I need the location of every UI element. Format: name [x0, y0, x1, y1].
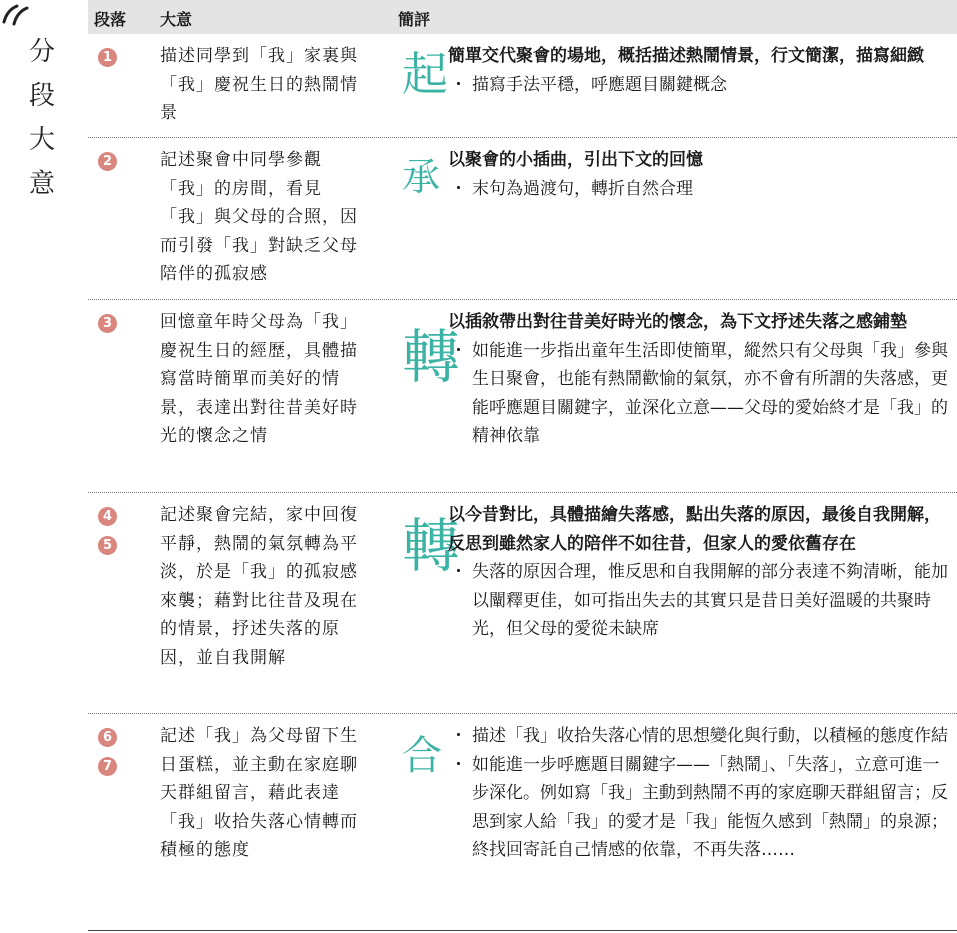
comment-head: 以聚會的小插曲，引出下文的回憶	[448, 150, 703, 170]
header-paragraph: 段落	[94, 10, 127, 29]
side-label	[0, 0, 62, 230]
row-comment	[448, 722, 954, 865]
header-comment: 簡評	[398, 10, 431, 29]
comment-bullet: ・ 末句為過渡句，轉折自然合理	[448, 175, 954, 204]
quote-flourish-icon	[0, 0, 40, 30]
paragraph-badge: 1	[98, 48, 117, 67]
table-row	[88, 493, 957, 714]
row-summary: 回憶童年時父母為「我」慶祝生日的經歷，具體描寫當時簡單而美好的情景，表達出對往昔美好時光的懷念之情	[160, 312, 358, 446]
paragraph-badge: 2	[98, 152, 117, 171]
analysis-table	[88, 0, 957, 931]
table-row	[88, 34, 957, 138]
paragraph-badge: 4	[98, 507, 117, 526]
paragraph-numbers	[98, 507, 118, 565]
side-label-text	[22, 30, 62, 206]
comment-head: 以今昔對比，具體描繪失落感，點出失落的原因，最後自我開解，反思到雖然家人的陪伴不如往昔，但家人的愛依舊存在	[448, 505, 941, 554]
comment-bullet: ・ 如能進一步指出童年生活即使簡單，縱然只有父母與「我」參與生日聚會，也能有熱鬧歡愉的氣氛，亦不會有所謂的失落感，更能呼應題目關鍵字，並深化立意——父母的愛始終才是「我」的精神依靠	[448, 337, 954, 451]
side-char: 分	[28, 37, 55, 67]
table-row	[88, 714, 957, 931]
structure-mark: 轉	[402, 512, 461, 580]
comment-bullet: ・ 失落的原因合理，惟反思和自我開解的部分表達不夠清晰，能加以闡釋更佳，如可指出失去的其實只是昔日美好溫暖的共聚時光，但父母的愛從未缺席	[448, 558, 954, 644]
paragraph-badge: 7	[98, 757, 117, 776]
row-comment	[448, 501, 954, 644]
row-summary: 記述聚會完結，家中回復平靜，熱鬧的氣氛轉為平淡，於是「我」的孤寂感來襲；藉對比往昔及現在的情景，抒述失落的原因，並自我開解	[160, 505, 358, 668]
row-comment	[448, 308, 954, 451]
paragraph-numbers	[98, 728, 118, 786]
paragraph-numbers	[98, 48, 118, 77]
header-summary: 大意	[160, 10, 193, 29]
row-summary: 記述「我」為父母留下生日蛋糕，並主動在家庭聊天群組留言，藉此表達「我」收拾失落心情轉而積極的態度	[160, 726, 358, 860]
side-char: 段	[28, 81, 55, 111]
structure-mark: 承	[402, 155, 441, 199]
comment-head: 以插敘帶出對往昔美好時光的懷念，為下文抒述失落之感鋪墊	[448, 312, 907, 332]
structure-mark: 起	[402, 47, 448, 101]
table-row	[88, 300, 957, 493]
table-row	[88, 138, 957, 300]
structure-mark: 轉	[402, 323, 461, 391]
side-char: 意	[28, 169, 55, 199]
comment-bullet: ・ 描述「我」收拾失落心情的思想變化與行動，以積極的態度作結	[448, 722, 954, 751]
row-summary: 記述聚會中同學參觀「我」的房間，看見「我」與父母的合照，因而引發「我」對缺乏父母陪伴的孤寂感	[160, 150, 358, 284]
paragraph-numbers	[98, 152, 118, 181]
comment-bullet: ・ 描寫手法平穩，呼應題目關鍵概念	[448, 71, 954, 100]
side-char: 大	[28, 125, 55, 155]
row-summary: 描述同學到「我」家裏與「我」慶祝生日的熱鬧情景	[160, 46, 358, 123]
comment-head: 簡單交代聚會的場地，概括描述熱鬧情景，行文簡潔，描寫細緻	[448, 46, 924, 66]
structure-mark: 合	[402, 733, 442, 779]
row-comment	[448, 146, 954, 203]
row-comment	[448, 42, 954, 99]
paragraph-numbers	[98, 314, 118, 343]
table-header	[88, 0, 957, 34]
paragraph-badge: 3	[98, 314, 117, 333]
paragraph-badge: 6	[98, 728, 117, 747]
comment-bullet: ・ 如能進一步呼應題目關鍵字——「熱鬧」、「失落」，立意可進一步深化。例如寫「我」主動到熱鬧不再的家庭聊天群組留言；反思到家人給「我」的愛才是「我」能恆久感到「熱鬧」的泉源；終找回寄託自己情感的依靠，不再失落……	[448, 751, 954, 865]
paragraph-badge: 5	[98, 536, 117, 555]
